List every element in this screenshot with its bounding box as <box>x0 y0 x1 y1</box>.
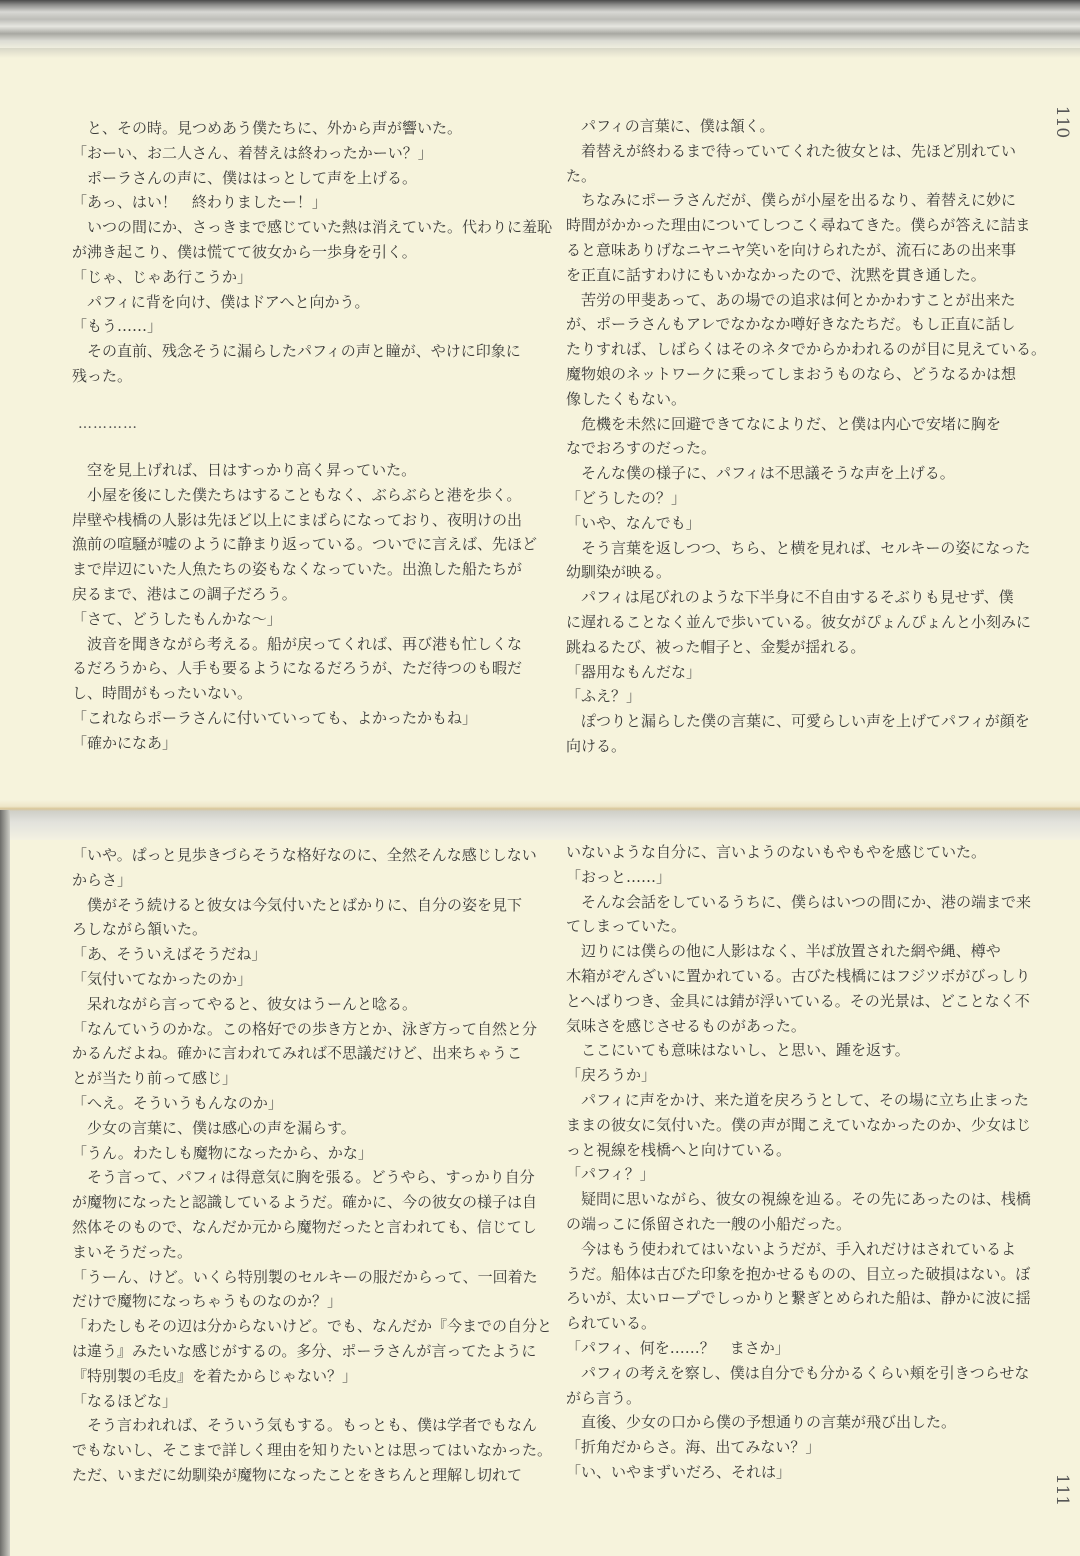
text-line: 魔物娘のネットワークに乗ってしまおうものなら、どうなるかは想 <box>566 364 1017 383</box>
text-line: でもないし、そこまで詳しく理由を知りたいとは思ってはいなかった。 <box>72 1441 553 1460</box>
text-line: パフィの言葉に、僕は頷く。 <box>566 117 775 135</box>
text-line: 『特別製の毛皮』を着たからじゃない？」 <box>72 1366 358 1385</box>
text-line: 「確かになあ」 <box>72 733 178 752</box>
book-gutter <box>0 800 1080 840</box>
text-line: 「じゃ、じゃあ行こうか」 <box>72 267 253 286</box>
text-line: からさ」 <box>72 870 133 889</box>
text-line: ると意味ありげなニヤニヤ笑いを向けられたが、流石にあの出来事 <box>566 240 1017 259</box>
text-line: そう言って、パフィは得意気に胸を張る。どうやら、すっかり自分 <box>72 1168 535 1187</box>
page-edge-shadow <box>0 810 10 1556</box>
text-line: そんな会話をしているうちに、僕らはいつの間にか、港の端まで来 <box>566 892 1032 911</box>
text-block-top-left-b <box>72 458 552 756</box>
text-line: 苦労の甲斐あって、あの場での追求は何とかかわすことが出来た <box>566 290 1016 309</box>
text-line: 「おっと……」 <box>566 867 672 886</box>
text-line: がら言う。 <box>566 1388 642 1407</box>
text-line: 僕がそう続けると彼女は今気付いたとばかりに、自分の姿を見下 <box>72 895 523 914</box>
text-line: 「おーい、お二人さん、着替えは終わったかーい？」 <box>72 143 433 162</box>
text-block-bottom-right <box>566 840 1046 1485</box>
text-line: 着替えが終わるまで待っていてくれた彼女とは、先ほど別れてい <box>566 141 1017 160</box>
text-line: 残った。 <box>72 366 133 385</box>
text-line: 「わたしもその辺は分からないけど。でも、なんだか『今までの自分と <box>72 1317 553 1336</box>
text-line: 「ふえ？」 <box>566 687 642 706</box>
text-line: 小屋を後にした僕たちはすることもなく、ぶらぶらと港を歩く。 <box>72 485 522 504</box>
text-line: 「あ、そういえばそうだね」 <box>72 945 267 964</box>
text-line: 「パフィ？」 <box>566 1165 655 1184</box>
text-line: 「うーん、けど。いくら特別製のセルキーの服だからって、一回着た <box>72 1267 538 1286</box>
text-line: 木箱がぞんざいに置かれている。古びた桟橋にはフジツボがびっしり <box>566 966 1031 985</box>
text-line: 「い、いやまずいだろ、それは」 <box>566 1462 792 1481</box>
text-line: が、ポーラさんもアレでなかなか噂好きなたちだ。もし正直に話し <box>566 315 1016 334</box>
text-line: し、時間がもったいない。 <box>72 684 253 703</box>
text-line: 呆れながら言ってやると、彼女はうーんと唸る。 <box>72 994 418 1013</box>
text-line: パフィは尾びれのような下半身に不自由するそぶりも見せず、僕 <box>566 588 1014 607</box>
text-line: その直前、残念そうに漏らしたパフィの声と瞳が、やけに印象に <box>72 342 521 361</box>
text-line: 辺りには僕らの他に人影はなく、半ば放置された網や縄、樽や <box>566 942 1001 961</box>
text-line: そう言われれば、そういう気もする。もっとも、僕は学者でもなん <box>72 1416 538 1435</box>
text-line: 「気付いてなかったのか」 <box>72 969 253 988</box>
scene-separator: ………… <box>78 416 138 432</box>
text-line: 岸壁や桟橋の人影は先ほど以上にまばらになっており、夜明けの出 <box>72 510 523 529</box>
text-line: だけで魔物になっちゃうものなのか？」 <box>72 1292 343 1311</box>
text-line: 向ける。 <box>566 736 627 755</box>
text-line: 直後、少女の口から僕の予想通りの言葉が飛び出した。 <box>566 1413 957 1432</box>
text-line: ぽつりと漏らした僕の言葉に、可愛らしい声を上げてパフィが顔を <box>566 712 1030 731</box>
text-line: 「さて、どうしたもんかな～」 <box>72 609 282 628</box>
text-line: そんな僕の様子に、パフィは不思議そうな声を上げる。 <box>566 464 955 483</box>
text-line: 「いや。ぱっと見歩きづらそうな格好なのに、全然そんな感じしない <box>72 846 537 864</box>
text-line: とへばりつき、金具には錆が浮いている。その光景は、どことなく不 <box>566 991 1030 1010</box>
text-line: 気味さを感じさせるものがあった。 <box>566 1016 806 1035</box>
text-line: 疑問に思いながら、彼女の視線を辿る。その先にあったのは、桟橋 <box>566 1190 1031 1209</box>
text-line: パフィに背を向け、僕はドアへと向かう。 <box>72 292 370 311</box>
text-line: ちなみにポーラさんだが、僕らが小屋を出るなり、着替えに妙に <box>566 191 1017 210</box>
text-line: 「パフィ、何を……？ まさか」 <box>566 1338 790 1357</box>
text-line: たりすれば、しばらくはそのネタでからかわれるのが目に見えている。 <box>566 340 1047 359</box>
text-line: 少女の言葉に、僕は感心の声を漏らす。 <box>72 1118 356 1137</box>
page-stack-edge <box>0 0 1080 48</box>
text-line: られている。 <box>566 1314 657 1333</box>
text-line: そう言葉を返しつつ、ちら、と横を見れば、セルキーの姿になった <box>566 538 1031 557</box>
text-line: た。 <box>566 166 597 185</box>
text-line: 「これならポーラさんに付いていっても、よかったかもね」 <box>72 708 478 727</box>
text-line: に遅れることなく並んで歩いている。彼女がぴょんぴょんと小刻みに <box>566 612 1032 631</box>
text-line: 戻るまで、港はこの調子だろう。 <box>72 584 297 603</box>
text-line: 「もう……」 <box>72 317 163 336</box>
text-line: 空を見上げれば、日はすっかり高く昇っていた。 <box>72 461 417 479</box>
text-line: が沸き起こり、僕は慌てて彼女から一歩身を引く。 <box>72 242 417 261</box>
text-line: まいそうだった。 <box>72 1242 193 1261</box>
text-line: 波音を聞きながら考える。船が戻ってくれば、再び港も忙しくな <box>72 634 523 653</box>
text-line: ただ、いまだに幼馴染が魔物になったことをきちんと理解し切れて <box>72 1465 523 1484</box>
text-line: てしまっていた。 <box>566 917 687 936</box>
text-line: 今はもう使われてはいないようだが、手入れだけはされているよ <box>566 1239 1017 1258</box>
text-line: かるんだよね。確かに言われてみれば不思議だけど、出来ちゃうこ <box>72 1044 523 1063</box>
text-line: いつの間にか、さっきまで感じていた熱は消えていた。代わりに羞恥 <box>72 218 553 237</box>
text-line: まで岸辺にいた人魚たちの姿もなくなっていた。出漁した船たちが <box>72 560 523 579</box>
text-line: 「なんていうのかな。この格好での歩き方とか、泳ぎ方って自然と分 <box>72 1019 538 1038</box>
text-line: 「あっ、はい！ 終わりましたー！」 <box>72 193 327 212</box>
text-line: 「折角だからさ。海、出てみない？」 <box>566 1438 821 1457</box>
text-line: 「いや、なんでも」 <box>566 513 701 532</box>
text-line: が魔物になったと認識しているようだ。確かに、今の彼女の様子は自 <box>72 1193 538 1212</box>
text-line: パフィの考えを察し、僕は自分でも分かるくらい頬を引きつらせな <box>566 1363 1030 1382</box>
text-line: ろいが、太いロープでしっかりと繋ぎとめられた船は、静かに波に揺 <box>566 1289 1031 1308</box>
text-line: 然体そのもので、なんだか元から魔物だったと言われても、信じてし <box>72 1217 537 1236</box>
text-line: 「戻ろうか」 <box>566 1066 657 1085</box>
text-line: いないような自分に、言いようのないもやもやを感じていた。 <box>566 843 987 861</box>
text-line: 像したくもない。 <box>566 389 687 408</box>
text-line: 跳ねるたび、被った帽子と、金髪が揺れる。 <box>566 637 866 656</box>
text-line: とが当たり前って感じ」 <box>72 1069 238 1088</box>
text-line: 危機を未然に回避できてなによりだ、と僕は内心で安堵に胸を <box>566 414 1002 433</box>
text-line: 「どうしたの？」 <box>566 488 687 507</box>
text-line: 「うん。わたしも魔物になったから、かな」 <box>72 1143 373 1162</box>
text-block-top-left-a <box>72 116 552 389</box>
text-line: 「へえ。そういうもんなのか」 <box>72 1093 283 1112</box>
text-line: 幼馴染が映る。 <box>566 563 672 582</box>
text-line: なでおろすのだった。 <box>566 439 717 458</box>
text-line: を正直に話すわけにもいかなかったので、沈黙を貫き通した。 <box>566 265 986 284</box>
text-line: 「器用なもんだな」 <box>566 662 702 681</box>
text-line: 「なるほどな」 <box>72 1391 178 1410</box>
text-line: の端っこに係留された一艘の小船だった。 <box>566 1214 852 1233</box>
text-line: パフィに声をかけ、来た道を戻ろうとして、その場に立ち止まった <box>566 1090 1029 1109</box>
text-line: ままの彼女に気付いた。僕の声が聞こえていなかったのか、少女はじ <box>566 1115 1032 1134</box>
page-number-110: 110 <box>1052 105 1073 139</box>
text-line: と、その時。見つめあう僕たちに、外から声が響いた。 <box>72 119 463 137</box>
page-number-111: 111 <box>1052 1473 1073 1507</box>
text-line: は違う』みたいな感じがするの。多分、ポーラさんが言ってたように <box>72 1341 537 1360</box>
text-line: ここにいても意味はないし、と思い、踵を返す。 <box>566 1041 910 1060</box>
text-line: ろしながら頷いた。 <box>72 920 208 939</box>
text-line: ポーラさんの声に、僕ははっとして声を上げる。 <box>72 168 418 187</box>
text-line: 漁前の喧騒が嘘のように静まり返っている。ついでに言えば、先ほど <box>72 535 538 554</box>
text-block-bottom-left <box>72 843 552 1488</box>
text-line: うだ。船体は古びた印象を抱かせるものの、目立った破損はない。ぼ <box>566 1264 1031 1283</box>
text-line: 時間がかかった理由についてしつこく尋ねてきた。僕らが答えに詰ま <box>566 216 1031 235</box>
text-block-top-right <box>566 114 1046 759</box>
text-line: るだろうから、人手も要るようになるだろうが、ただ待つのも暇だ <box>72 659 523 678</box>
text-line: っと視線を桟橋へと向けている。 <box>566 1140 792 1159</box>
